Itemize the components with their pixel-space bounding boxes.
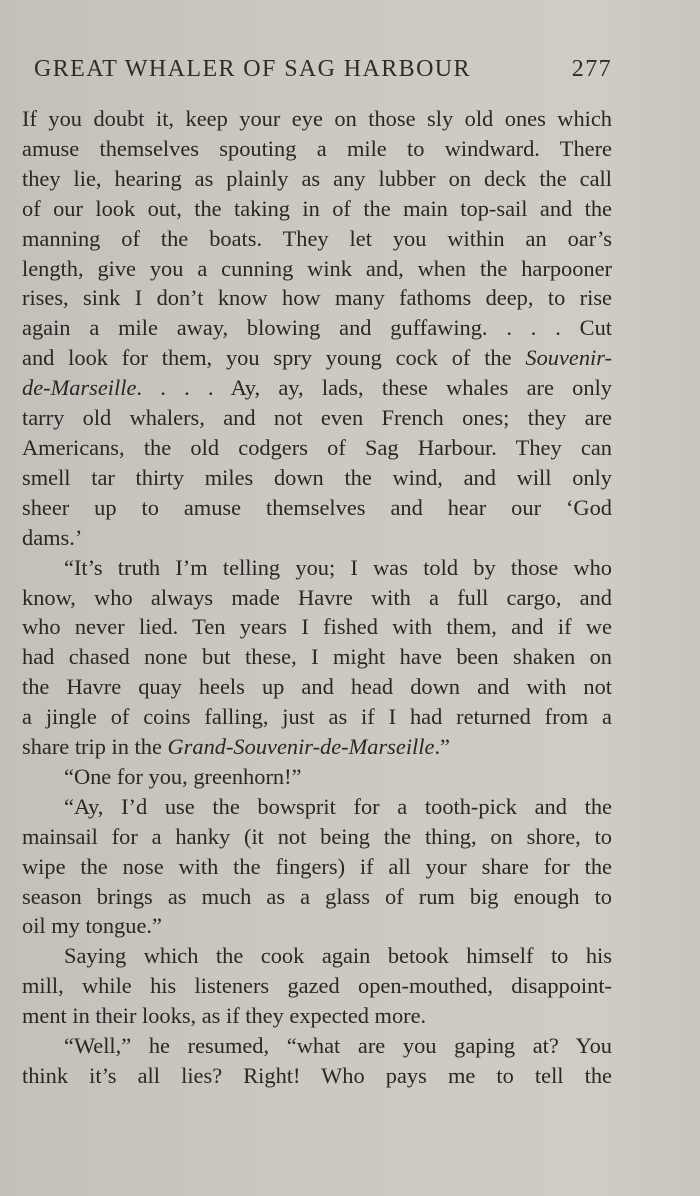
running-title: GREAT WHALER OF SAG HARBOUR (34, 56, 471, 82)
body-text (22, 104, 612, 1091)
text-line: Americans, the old codgers of Sag Harbour. They can (22, 434, 612, 460)
text-line: sheer up to amuse themselves and hear our ‘God (22, 494, 612, 520)
text-line: share trip in the Grand-Souvenir-de-Marseille.” (22, 734, 450, 760)
text-line: Saying which the cook again betook himself to his (64, 943, 612, 969)
text-line: oil my tongue.” (22, 913, 162, 939)
text-line: If you doubt it, keep your eye on those sly old ones which (22, 106, 612, 131)
text-line: again a mile away, blowing and guffawing. . . . Cut (22, 315, 612, 341)
text-line: tarry old whalers, and not even French ones; they are (22, 405, 612, 431)
text-line: ment in their looks, as if they expected more. (22, 1003, 427, 1029)
text-line: wipe the nose with the fingers) if all your share for the (22, 853, 612, 879)
text-line: think it’s all lies? Right! Who pays me to tell the (22, 1063, 612, 1088)
paragraph (22, 792, 612, 942)
paragraph (22, 762, 612, 792)
text-line: rises, sink I don’t know how many fathoms deep, to rise (22, 285, 612, 311)
text-line: smell tar thirty miles down the wind, and will only (22, 464, 612, 490)
text-line: had chased none but these, I might have been shaken on (22, 644, 612, 670)
text-line: “It’s truth I’m telling you; I was told by those who (64, 554, 612, 580)
text-line: de-Marseille. . . . Ay, ay, lads, these whales are only (22, 375, 612, 401)
text-line: the Havre quay heels up and head down and with not (22, 674, 612, 700)
text-line: dams.’ (22, 524, 83, 550)
paragraph (22, 1031, 612, 1091)
text-line: amuse themselves spouting a mile to windward. There (22, 135, 612, 161)
text-line: “Ay, I’d use the bowsprit for a tooth-pick and the (64, 793, 612, 819)
text-line: they lie, hearing as plainly as any lubber on deck the call (22, 165, 612, 191)
text-line: season brings as much as a glass of rum big enough to (22, 883, 612, 909)
text-line: a jingle of coins falling, just as if I had returned from a (22, 704, 612, 730)
page-number: 277 (571, 56, 612, 82)
text-line: manning of the boats. They let you within an oar’s (22, 225, 612, 251)
paragraph (22, 941, 612, 1031)
text-line: of our look out, the taking in of the main top-sail and the (22, 195, 612, 221)
paragraph (22, 553, 612, 762)
text-line: know, who always made Havre with a full cargo, and (22, 584, 612, 610)
text-line: and look for them, you spry young cock of the Souvenir- (22, 345, 612, 371)
running-header (34, 56, 612, 83)
text-line: who never lied. Ten years I fished with them, and if we (22, 614, 612, 640)
text-line: length, give you a cunning wink and, when the harpooner (22, 255, 612, 281)
paragraph (22, 104, 612, 553)
text-line: mainsail for a hanky (it not being the thing, on shore, to (22, 823, 612, 849)
text-line: “One for you, greenhorn!” (64, 763, 302, 789)
text-line: mill, while his listeners gazed open-mouthed, disappoint- (22, 973, 612, 999)
text-line: “Well,” he resumed, “what are you gaping at? You (64, 1033, 612, 1059)
